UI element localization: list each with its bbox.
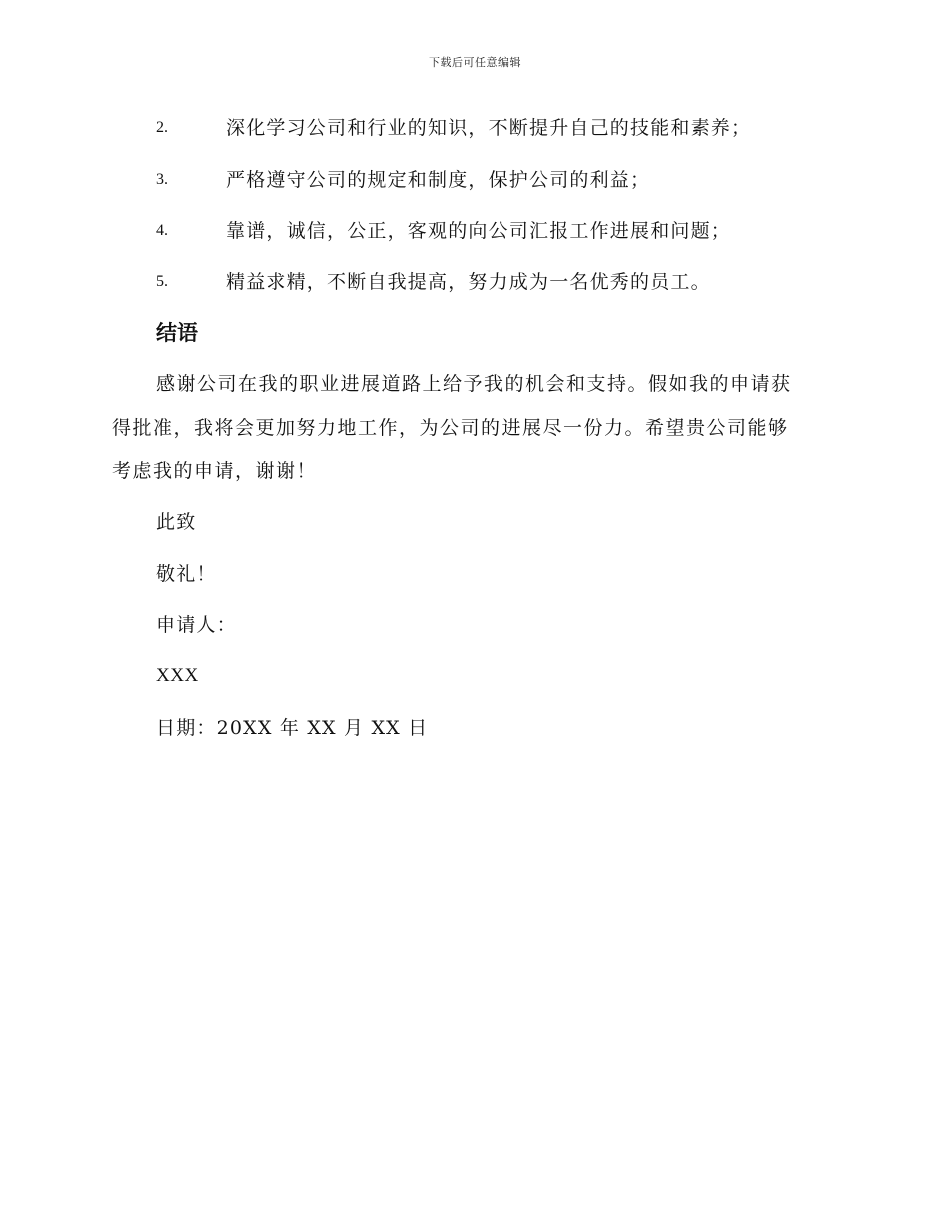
date-label: 日期：: [156, 717, 217, 739]
page-header: 下载后可任意编辑: [429, 56, 521, 69]
list-text: 严格遵守公司的规定和制度，保护公司的利益；: [226, 169, 651, 191]
list-text: 靠谱，诚信，公正，客观的向公司汇报工作进展和问题；: [226, 220, 732, 242]
date-line: [156, 714, 428, 742]
regards: 敬礼！: [156, 563, 217, 585]
list-item: [156, 217, 856, 245]
date-value: 20XX 年 XX 月 XX 日: [216, 717, 429, 739]
list-text: 精益求精，不断自我提高，努力成为一名优秀的员工。: [226, 271, 711, 293]
applicant-name: XXX: [156, 665, 199, 686]
conclusion-paragraph-line: 考虑我的申请，谢谢！: [112, 460, 318, 482]
applicant-label: 申请人：: [156, 614, 237, 636]
list-item: [156, 268, 856, 296]
list-number: 4.: [156, 222, 168, 239]
list-number: 3.: [156, 171, 168, 188]
list-number: 2.: [156, 119, 168, 136]
list-item: [156, 114, 856, 142]
list-text: 深化学习公司和行业的知识，不断提升自己的技能和素养；: [226, 117, 752, 139]
salutation: 此致: [156, 511, 197, 533]
conclusion-heading: 结语: [156, 321, 198, 345]
list-number: 5.: [156, 273, 168, 290]
list-item: [156, 166, 856, 194]
conclusion-paragraph-line: 得批准，我将会更加努力地工作，为公司的进展尽一份力。希望贵公司能够: [112, 417, 789, 439]
conclusion-paragraph-line: 感谢公司在我的职业进展道路上给予我的机会和支持。假如我的申请获: [156, 373, 792, 395]
